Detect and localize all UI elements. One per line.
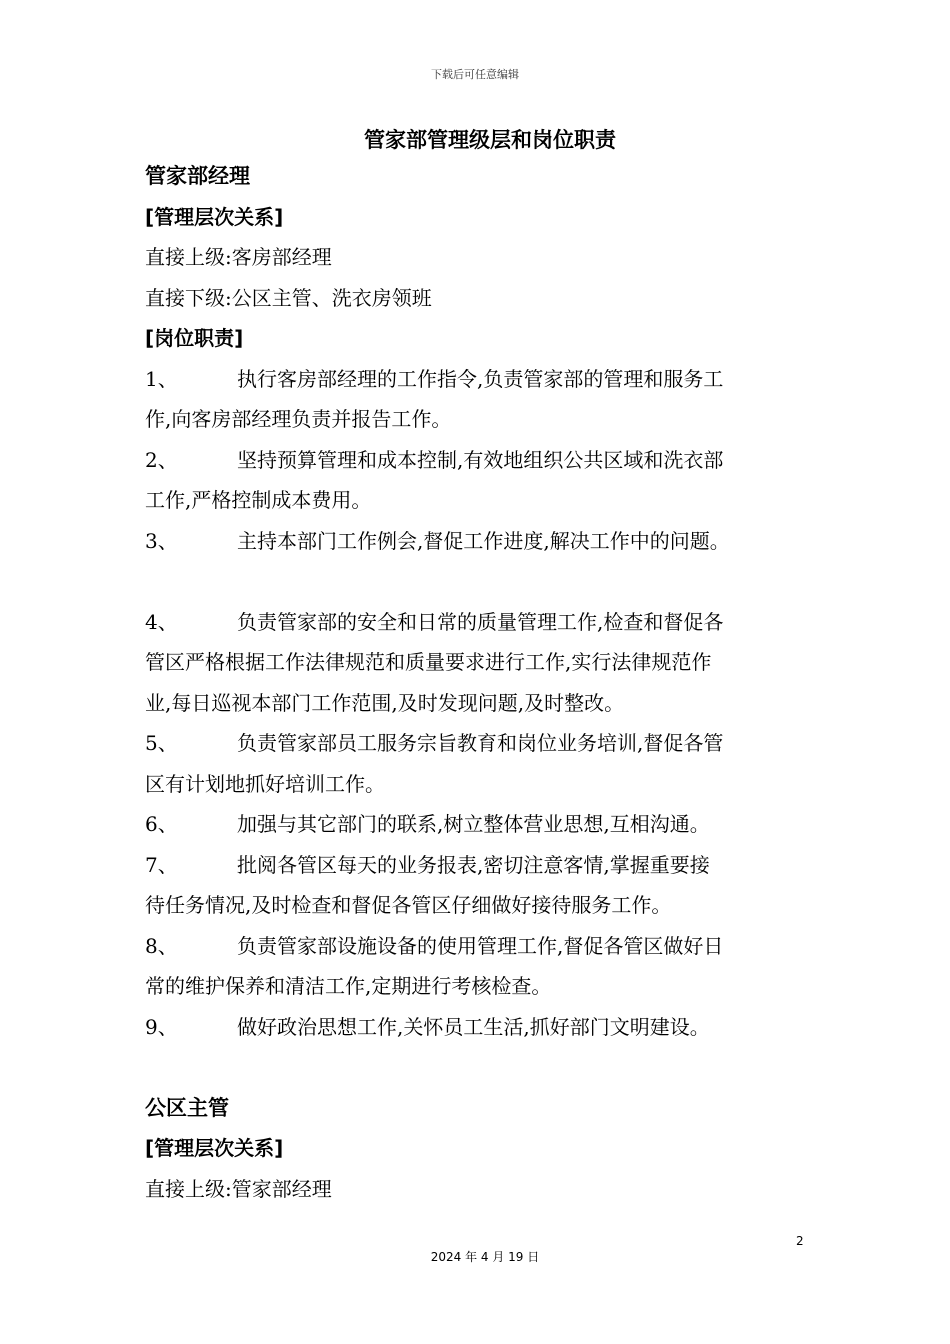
- item-continuation: 待任务情况,及时检查和督促各管区仔细做好接待服务工作。: [145, 893, 672, 917]
- duty-item: [145, 845, 810, 926]
- item-number: 8、: [145, 933, 178, 958]
- item-number: 1、: [145, 366, 178, 391]
- page-number: 2: [796, 1234, 804, 1248]
- item-continuation: 常的维护保养和清洁工作,定期进行考核检查。: [145, 974, 552, 998]
- item-number: 4、: [145, 609, 178, 634]
- duty-item: [145, 359, 810, 440]
- item-number: 9、: [145, 1014, 178, 1039]
- duty-item: [145, 926, 810, 1007]
- blank-line: [145, 1047, 810, 1088]
- document-body: [145, 156, 810, 1209]
- duty-item: [145, 804, 810, 845]
- item-text: 做好政治思想工作,关怀员工生活,抓好部门文明建设。: [237, 1014, 710, 1039]
- item-number: 7、: [145, 852, 178, 877]
- item-text: 负责管家部设施设备的使用管理工作,督促各管区做好日: [237, 933, 724, 958]
- item-continuation: 业,每日巡视本部门工作范围,及时发现问题,及时整改。: [145, 690, 625, 715]
- direct-superior: 直接上级:客房部经理: [145, 245, 332, 269]
- document-title: 管家部管理级层和岗位职责: [364, 128, 616, 152]
- item-continuation: 管区严格根据工作法律规范和质量要求进行工作,实行法律规范作: [145, 650, 712, 674]
- direct-superior: 直接上级:管家部经理: [145, 1176, 332, 1201]
- section-heading-manager: 管家部经理: [145, 164, 250, 188]
- item-text: 负责管家部员工服务宗旨教育和岗位业务培训,督促各管: [237, 731, 724, 755]
- item-continuation: 工作,严格控制成本费用。: [145, 488, 372, 512]
- item-number: 6、: [145, 812, 178, 836]
- relation-label: [管理层次关系]: [145, 1136, 284, 1160]
- item-text: 加强与其它部门的联系,树立整体营业思想,互相沟通。: [237, 812, 710, 836]
- footer-date: 2024 年 4 月 19 日: [430, 1250, 540, 1264]
- duty-item: [145, 723, 810, 804]
- blank-line: [145, 561, 810, 602]
- item-continuation: 区有计划地抓好培训工作。: [145, 771, 385, 796]
- duties-label: [岗位职责]: [145, 326, 244, 350]
- item-text: 主持本部门工作例会,督促工作进度,解决工作中的问题。: [237, 528, 730, 553]
- header-note: 下载后可任意编辑: [431, 68, 519, 81]
- item-text: 坚持预算管理和成本控制,有效地组织公共区域和洗衣部: [237, 447, 724, 472]
- item-text: 批阅各管区每天的业务报表,密切注意客情,掌握重要接: [237, 852, 710, 877]
- item-number: 5、: [145, 731, 178, 755]
- item-number: 3、: [145, 528, 178, 553]
- section-heading-public-area: 公区主管: [145, 1095, 229, 1120]
- duty-item: [145, 521, 810, 562]
- direct-subordinate: 直接下级:公区主管、洗衣房领班: [145, 285, 432, 310]
- duty-item: [145, 602, 810, 724]
- item-continuation: 作,向客房部经理负责并报告工作。: [145, 407, 452, 431]
- item-text: 负责管家部的安全和日常的质量管理工作,检查和督促各: [237, 609, 724, 634]
- relation-label: [管理层次关系]: [145, 204, 284, 229]
- duty-item: [145, 1007, 810, 1048]
- duty-item: [145, 440, 810, 521]
- item-text: 执行客房部经理的工作指令,负责管家部的管理和服务工: [237, 366, 724, 391]
- item-number: 2、: [145, 447, 178, 472]
